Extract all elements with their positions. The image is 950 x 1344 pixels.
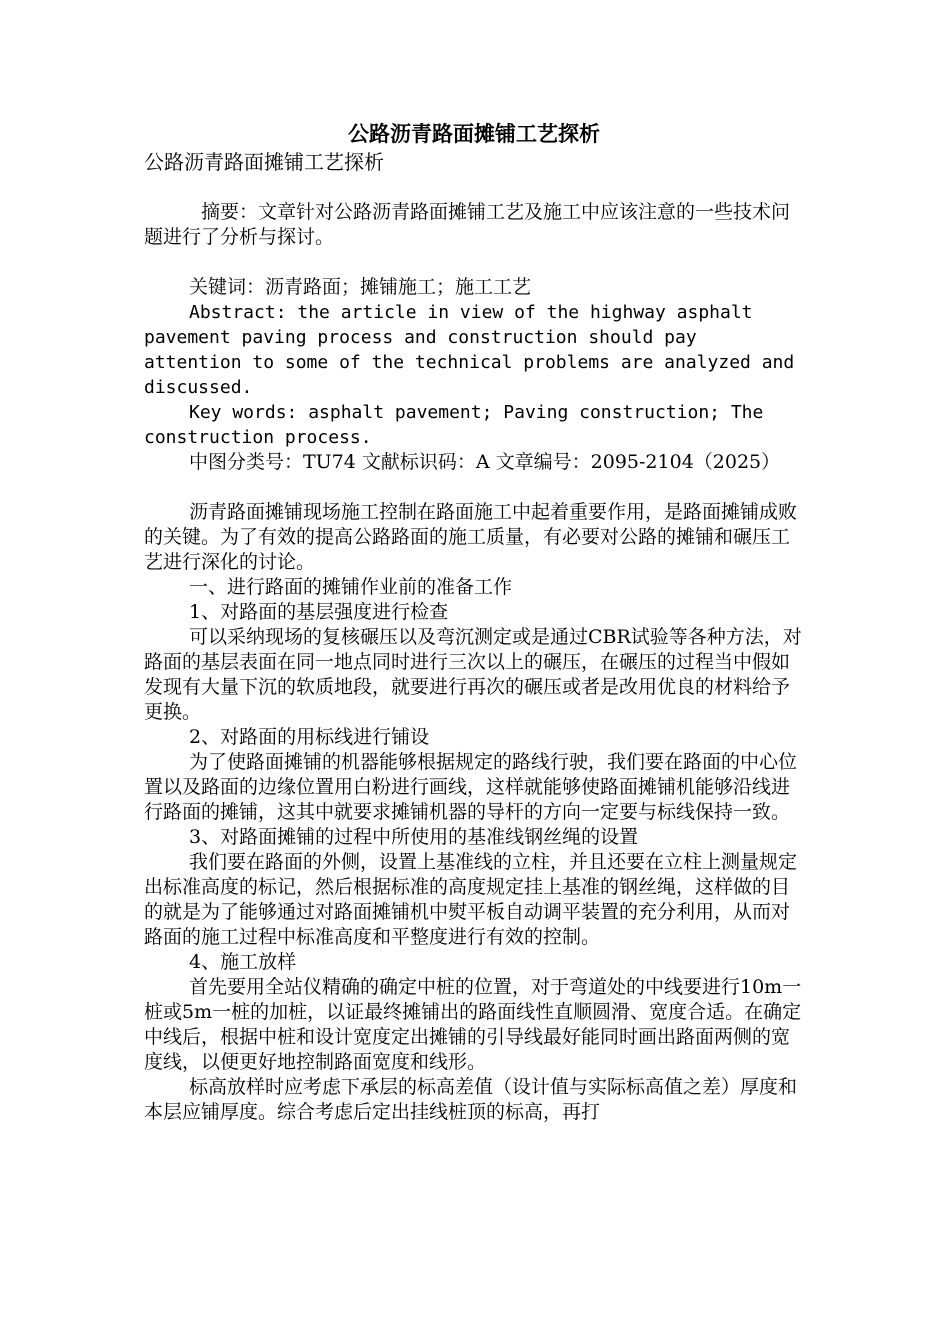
body-paragraph: 标高放样时应考虑下承层的标高差值（设计值与实际标高值之差）厚度和本层应铺厚度。综合考虑后定出挂线桩顶的标高，再打	[144, 1076, 798, 1123]
body-paragraph: 我们要在路面的外侧，设置上基准线的立柱，并且还要在立柱上测量规定出标准高度的标记，然后根据标准的高度规定挂上基准的钢丝绳，这样做的目的就是为了能够通过对路面摊铺机中熨平板自动调平装置的充分利用，从而对路面的施工过程中标准高度和平整度进行有效的控制。	[144, 851, 798, 948]
section-heading: 一、进行路面的摊铺作业前的准备工作	[189, 576, 513, 598]
subsection-heading: 2、对路面的用标线进行铺设	[189, 726, 430, 748]
keywords-en-paragraph: Key words: asphalt pavement; Paving construction; The construction process.	[144, 402, 764, 448]
document-title: 公路沥青路面摊铺工艺探析	[348, 121, 600, 146]
subsection-heading: 3、对路面摊铺的过程中所使用的基准线钢丝绳的设置	[189, 826, 639, 848]
subsection-heading: 1、对路面的基层强度进行检查	[189, 601, 449, 623]
abstract-paragraph: 摘要：文章针对公路沥青路面摊铺工艺及施工中应该注意的一些技术问题进行了分析与探讨。	[144, 201, 791, 248]
document-page	[144, 118, 804, 1125]
keywords-paragraph: 关键词：沥青路面；摊铺施工；施工工艺	[189, 276, 532, 298]
body-paragraph: 沥青路面摊铺现场施工控制在路面施工中起着重要作用，是路面摊铺成败的关键。为了有效的提高公路路面的施工质量，有必要对公路的摊铺和碾压工艺进行深化的讨论。	[144, 501, 798, 573]
abstract-en-paragraph: Abstract: the article in view of the highway asphalt pavement paving process and construction should pay attention to some of the technical problems are analyzed and discussed.	[144, 302, 795, 398]
body-paragraph: 为了使路面摊铺的机器能够根据规定的路线行驶，我们要在路面的中心位置以及路面的边缘位置用白粉进行画线，这样就能够使路面摊铺机能够沿线进行路面的摊铺，这其中就要求摊铺机器的导杆的方向一定要与标线保持一致。	[144, 751, 798, 823]
body-paragraph: 可以采纳现场的复核碾压以及弯沉测定或是通过CBR试验等各种方法，对路面的基层表面在同一地点同时进行三次以上的碾压，在碾压的过程当中假如发现有大量下沉的软质地段，就要进行再次的碾压或者是改用优良的材料给予更换。	[144, 626, 802, 723]
spacer	[144, 175, 804, 200]
classification-paragraph: 中图分类号：TU74 文献标识码：A 文章编号：2095-2104（2025）	[189, 451, 781, 473]
body-paragraph: 首先要用全站仪精确的确定中桩的位置，对于弯道处的中线要进行10m一桩或5m一桩的加桩，以证最终摊铺出的路面线性直顺圆滑、宽度合适。在确定中线后，根据中桩和设计宽度定出摊铺的引导线最好能同时画出路面两侧的宽度线，以便更好地控制路面宽度和线形。	[144, 976, 802, 1073]
document-subtitle: 公路沥青路面摊铺工艺探析	[144, 150, 384, 174]
spacer	[144, 475, 804, 500]
spacer	[144, 250, 804, 275]
subsection-heading: 4、施工放样	[189, 951, 297, 973]
